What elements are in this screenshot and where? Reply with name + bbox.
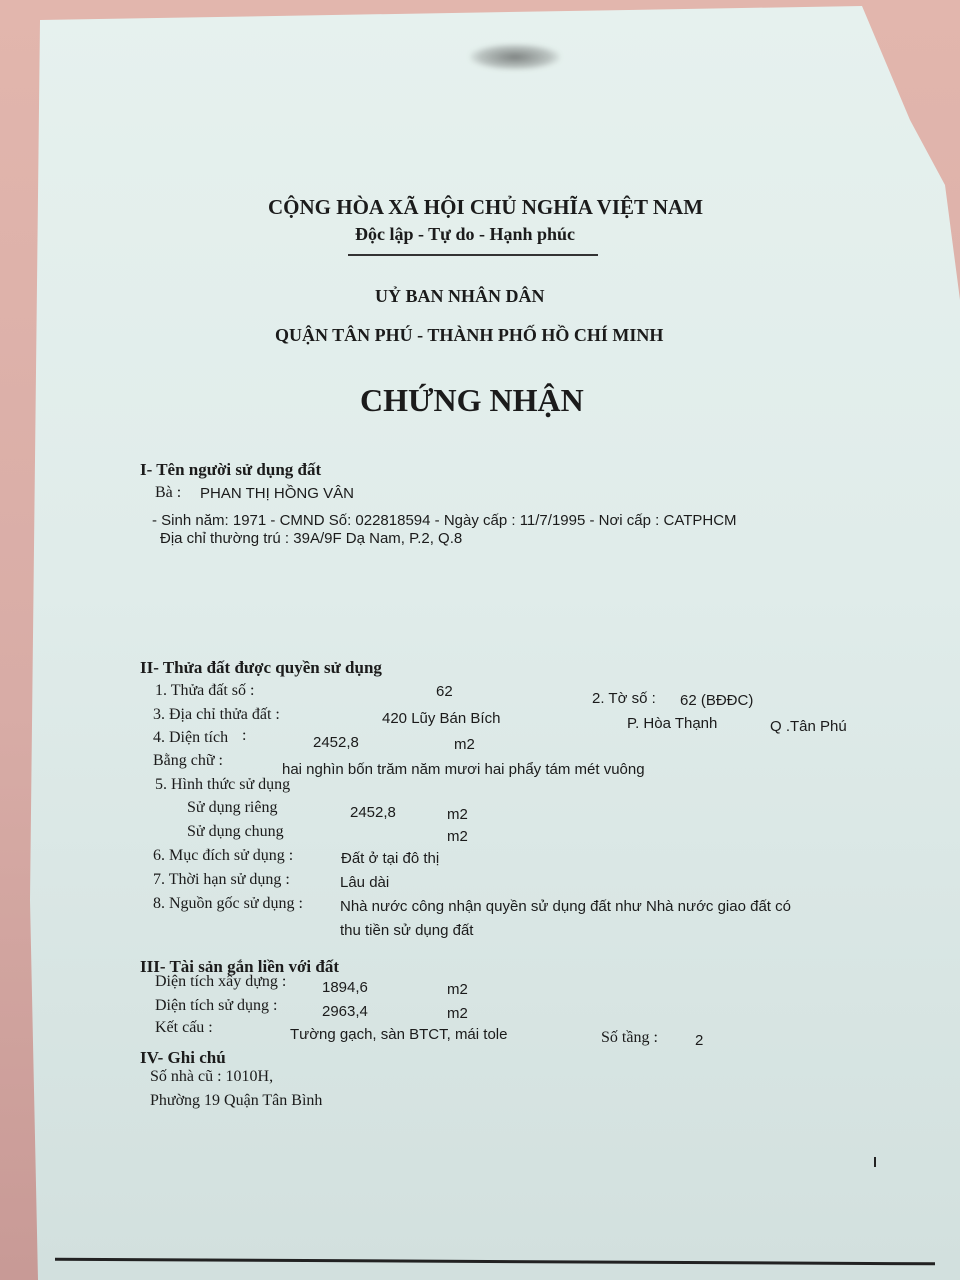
floor-area-label: Diện tích sử dụng : <box>155 997 278 1014</box>
build-area-value: 1894,6 <box>322 979 368 996</box>
section2-heading: II- Thửa đất được quyền sử dụng <box>140 658 382 677</box>
owner-address: Địa chỉ thường trú : 39A/9F Dạ Nam, P.2, Q.8 <box>160 530 463 547</box>
origin-label: 8. Nguồn gốc sử dụng : <box>153 895 303 912</box>
shared-use-label: Sử dụng chung <box>187 823 284 840</box>
sheet-number-value: 62 (BĐĐC) <box>680 692 754 709</box>
plot-address-value: 420 Lũy Bán Bích <box>382 710 501 727</box>
floor-area-value: 2963,4 <box>322 1003 368 1020</box>
floors-label: Số tầng : <box>601 1029 658 1046</box>
build-area-unit: m2 <box>447 981 468 998</box>
purpose-value: Đất ở tại đô thị <box>341 850 440 867</box>
plot-ward: P. Hòa Thạnh <box>627 715 718 732</box>
plot-address-label: 3. Địa chỉ thửa đất : <box>153 706 280 723</box>
document-title: CHỨNG NHẬN <box>360 382 584 418</box>
term-label: 7. Thời hạn sử dụng : <box>153 871 290 888</box>
usage-form-label: 5. Hình thức sử dụng <box>155 776 291 793</box>
area-words-label: Bằng chữ : <box>153 752 223 769</box>
origin-value-line1: Nhà nước công nhận quyền sử dụng đất như Nhà nước giao đất có <box>340 898 791 915</box>
private-use-value: 2452,8 <box>350 804 396 821</box>
area-label: 4. Diện tích <box>153 729 229 746</box>
redacted-mark <box>470 44 560 70</box>
note-line2: Phường 19 Quận Tân Bình <box>150 1092 323 1109</box>
floors-value: 2 <box>695 1032 704 1049</box>
sheet-number-label: 2. Tờ số : <box>592 690 656 707</box>
structure-label: Kết cấu : <box>155 1019 213 1036</box>
private-use-label: Sử dụng riêng <box>187 799 278 816</box>
republic-heading: CỘNG HÒA XÃ HỘI CHỦ NGHĨA VIỆT NAM <box>268 195 704 219</box>
area-unit: m2 <box>454 736 475 753</box>
section1-heading: I- Tên người sử dụng đất <box>140 460 322 479</box>
term-value: Lâu dài <box>340 874 390 891</box>
area-words-value: hai nghìn bốn trăm năm mươi hai phẩy tám mét vuông <box>282 761 645 778</box>
motto: Độc lập - Tự do - Hạnh phúc <box>355 224 576 244</box>
owner-label: Bà : <box>155 484 182 501</box>
district-heading: QUẬN TÂN PHÚ - THÀNH PHỐ HỒ CHÍ MINH <box>275 325 664 345</box>
floor-area-unit: m2 <box>447 1005 468 1022</box>
origin-value-line2: thu tiền sử dụng đất <box>340 922 474 939</box>
shared-use-unit: m2 <box>447 828 468 845</box>
area-value: 2452,8 <box>313 734 359 751</box>
build-area-label: Diện tích xây dựng : <box>155 973 287 990</box>
owner-details: - Sinh năm: 1971 - CMND Số: 022818594 - Ngày cấp : 11/7/1995 - Nơi cấp : CATPHCM <box>152 512 737 529</box>
margin-mark <box>874 1157 876 1167</box>
section4-heading: IV- Ghi chú <box>140 1048 226 1067</box>
plot-district: Q .Tân Phú <box>770 718 847 735</box>
plot-number-label: 1. Thửa đất số : <box>155 682 255 699</box>
section3-heading: III- Tài sản gắn liền với đất <box>140 957 339 976</box>
plot-number-value: 62 <box>436 683 453 700</box>
motto-underline <box>348 254 598 256</box>
purpose-label: 6. Mục đích sử dụng : <box>153 847 294 864</box>
note-line1: Số nhà cũ : 1010H, <box>150 1068 274 1085</box>
private-use-unit: m2 <box>447 806 468 823</box>
structure-value: Tường gạch, sàn BTCT, mái tole <box>290 1026 508 1043</box>
committee-heading: UỶ BAN NHÂN DÂN <box>375 286 545 306</box>
owner-name: PHAN THỊ HỒNG VÂN <box>200 485 354 502</box>
area-colon: : <box>242 727 247 744</box>
